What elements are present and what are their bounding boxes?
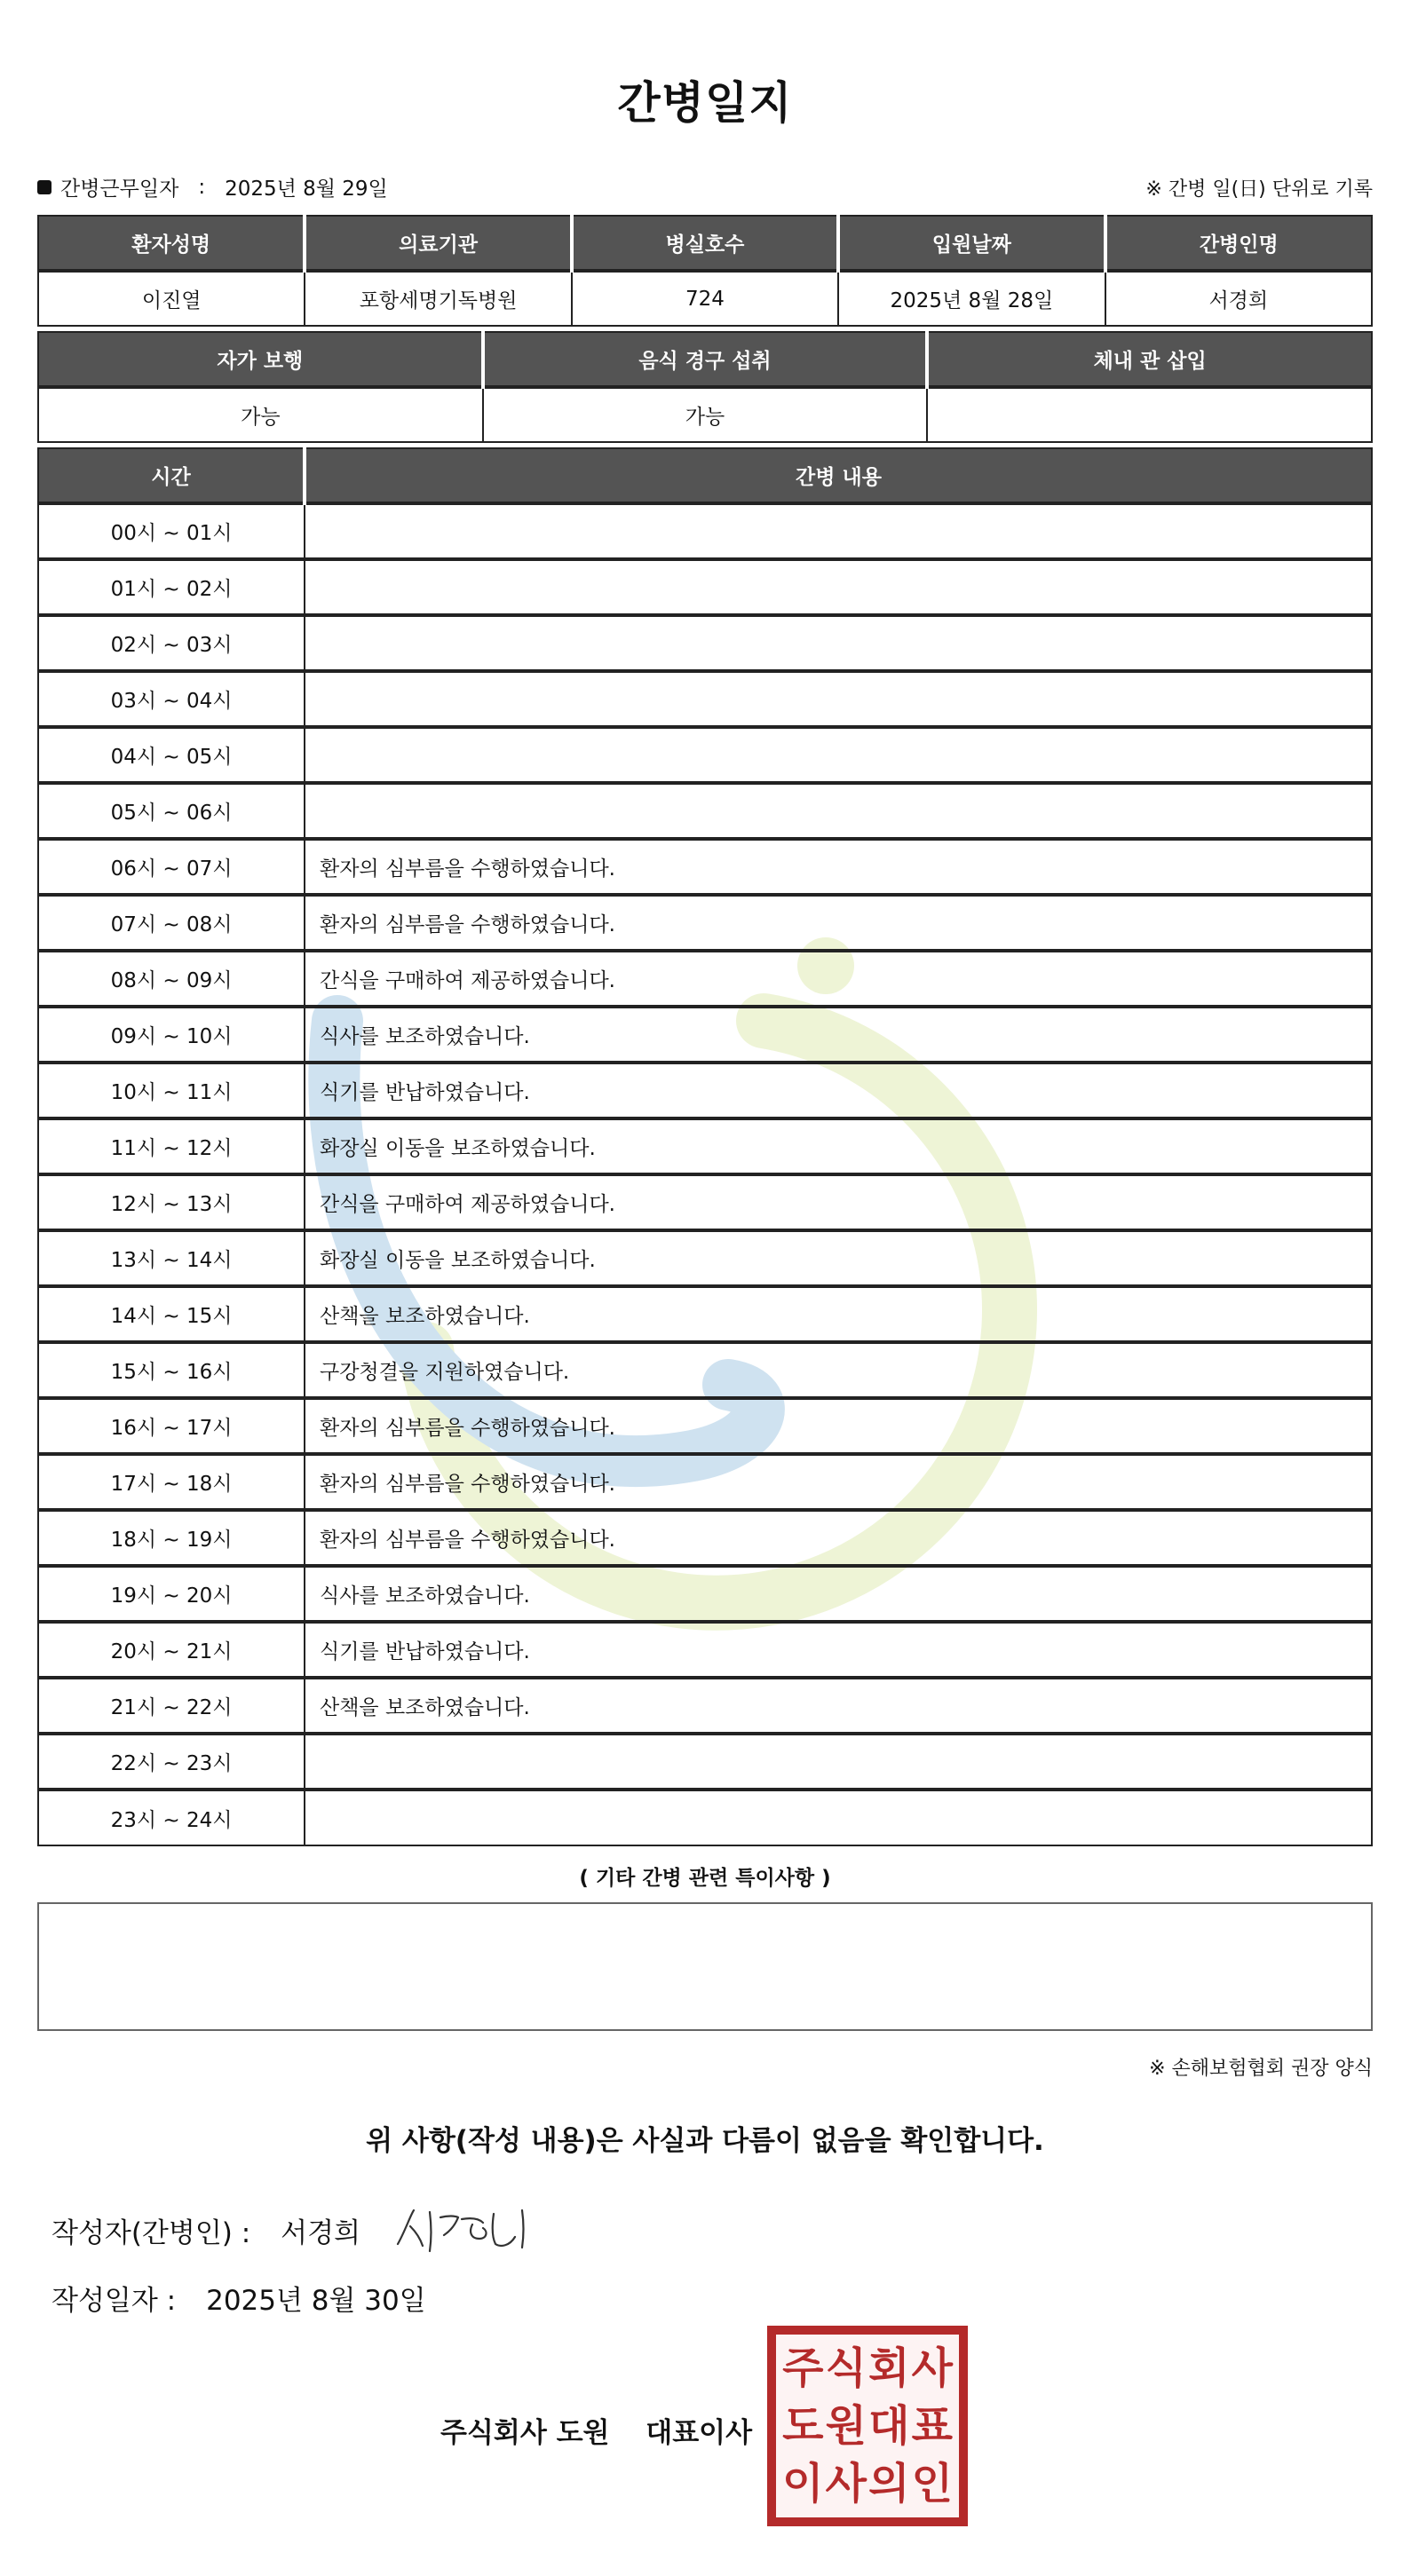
patient-status-table: [37, 331, 1373, 443]
log-content: [305, 1734, 1372, 1790]
table-row: [38, 1454, 1372, 1510]
log-content: 화장실 이동을 보조하였습니다.: [305, 1118, 1372, 1174]
log-time: 14시 ~ 15시: [38, 1286, 305, 1342]
log-content: 환자의 심부름을 수행하였습니다.: [305, 895, 1372, 951]
log-time: 04시 ~ 05시: [38, 727, 305, 783]
table-row: [38, 1678, 1372, 1734]
caregiver-name: 서경희: [1105, 271, 1372, 326]
log-time: 11시 ~ 12시: [38, 1118, 305, 1174]
log-time: 05시 ~ 06시: [38, 783, 305, 839]
log-content: 산책을 보조하였습니다.: [305, 1678, 1372, 1734]
written-date-row: [51, 2278, 426, 2318]
header-tube-insertion: 체내 관 삽입: [927, 332, 1372, 387]
log-content: 환자의 심부름을 수행하였습니다.: [305, 1398, 1372, 1454]
table-row: [38, 615, 1372, 671]
log-time: 17시 ~ 18시: [38, 1454, 305, 1510]
header-care-content: 간병 내용: [305, 448, 1372, 503]
representative-title: 대표이사: [646, 2417, 753, 2449]
table-row: [38, 1510, 1372, 1566]
table-row: [38, 1286, 1372, 1342]
log-content: [305, 727, 1372, 783]
log-time: 06시 ~ 07시: [38, 839, 305, 895]
log-content: 간식을 구매하여 제공하였습니다.: [305, 951, 1372, 1007]
table-row: [38, 1007, 1372, 1063]
log-time: 12시 ~ 13시: [38, 1174, 305, 1230]
log-content: 식기를 반납하였습니다.: [305, 1063, 1372, 1118]
log-time: 03시 ~ 04시: [38, 671, 305, 727]
tube-insertion-value: [927, 387, 1372, 442]
table-row: [38, 1118, 1372, 1174]
table-row: [38, 1622, 1372, 1678]
oral-intake-value: 가능: [483, 387, 928, 442]
work-date: [37, 172, 388, 201]
written-date-label: 작성일자 :: [51, 2285, 177, 2317]
log-time: 07시 ~ 08시: [38, 895, 305, 951]
unit-note: ※ 간병 일(日) 단위로 기록: [1145, 178, 1373, 201]
care-log-table: [37, 447, 1373, 1846]
company-signature-line: [440, 2410, 752, 2450]
table-row: [38, 951, 1372, 1007]
work-date-label: 간병근무일자: [60, 178, 179, 201]
header-oral-intake: 음식 경구 섭취: [483, 332, 928, 387]
header-room: 병실호수: [572, 216, 838, 271]
patient-info-table: [37, 215, 1373, 327]
header-self-walking: 자가 보행: [38, 332, 483, 387]
log-time: 23시 ~ 24시: [38, 1790, 305, 1845]
confirmation-statement: 위 사항(작성 내용)은 사실과 다름이 없음을 확인합니다.: [366, 2125, 1044, 2157]
log-time: 16시 ~ 17시: [38, 1398, 305, 1454]
log-content: 식기를 반납하였습니다.: [305, 1622, 1372, 1678]
log-content: 환자의 심부름을 수행하였습니다.: [305, 1454, 1372, 1510]
log-time: 01시 ~ 02시: [38, 559, 305, 615]
admission-date: 2025년 8월 28일: [838, 271, 1105, 326]
company-name: 주식회사 도원: [440, 2417, 610, 2449]
table-row: [38, 1342, 1372, 1398]
log-content: 환자의 심부름을 수행하였습니다.: [305, 1510, 1372, 1566]
log-time: 02시 ~ 03시: [38, 615, 305, 671]
log-content: 간식을 구매하여 제공하였습니다.: [305, 1174, 1372, 1230]
table-row: [38, 1398, 1372, 1454]
log-time: 10시 ~ 11시: [38, 1063, 305, 1118]
table-row: [38, 895, 1372, 951]
form-source-note: ※ 손해보험협회 권장 양식: [1149, 2058, 1373, 2080]
log-time: 13시 ~ 14시: [38, 1230, 305, 1286]
log-content: 식사를 보조하였습니다.: [305, 1566, 1372, 1622]
table-row: [38, 671, 1372, 727]
log-time: 18시 ~ 19시: [38, 1510, 305, 1566]
log-content: 구강청결을 지원하였습니다.: [305, 1342, 1372, 1398]
log-time: 19시 ~ 20시: [38, 1566, 305, 1622]
author-label: 작성자(간병인) :: [51, 2217, 251, 2249]
author-name: 서경희: [281, 2217, 361, 2249]
table-row: [38, 1566, 1372, 1622]
patient-name: 이진열: [38, 271, 305, 326]
log-content: [305, 671, 1372, 727]
room-number: 724: [572, 271, 838, 326]
log-time: 22시 ~ 23시: [38, 1734, 305, 1790]
log-time: 20시 ~ 21시: [38, 1622, 305, 1678]
header-patient-name: 환자성명: [38, 216, 305, 271]
table-row: [38, 1734, 1372, 1790]
handwritten-signature: [391, 2201, 542, 2255]
written-date-value: 2025년 8월 30일: [206, 2285, 426, 2317]
notes-heading: ( 기타 간병 관련 특이사항 ): [579, 1867, 831, 1890]
log-content: [305, 615, 1372, 671]
page-title: 간병일지: [617, 77, 793, 129]
log-time: 21시 ~ 22시: [38, 1678, 305, 1734]
log-content: [305, 783, 1372, 839]
log-content: [305, 1790, 1372, 1845]
log-time: 15시 ~ 16시: [38, 1342, 305, 1398]
log-time: 09시 ~ 10시: [38, 1007, 305, 1063]
log-content: 환자의 심부름을 수행하였습니다.: [305, 839, 1372, 895]
table-row: [38, 839, 1372, 895]
notes-box: [37, 1902, 1373, 2031]
header-admission-date: 입원날짜: [838, 216, 1105, 271]
author-row: [51, 2210, 360, 2250]
table-row: [38, 559, 1372, 615]
log-content: 식사를 보조하였습니다.: [305, 1007, 1372, 1063]
work-date-value: 2025년 8월 29일: [225, 178, 388, 201]
header-caregiver-name: 간병인명: [1105, 216, 1372, 271]
company-seal-stamp: 주 식 회 사 도 원 대 표 이 사 의 인: [767, 2326, 968, 2526]
log-content: [305, 559, 1372, 615]
meta-row: [37, 169, 1373, 201]
log-time: 08시 ~ 09시: [38, 951, 305, 1007]
institution: 포항세명기독병원: [305, 271, 571, 326]
table-row: [38, 783, 1372, 839]
work-date-separator: :: [198, 175, 206, 199]
table-row: [38, 1174, 1372, 1230]
self-walking-value: 가능: [38, 387, 483, 442]
log-time: 00시 ~ 01시: [38, 503, 305, 559]
log-content: 화장실 이동을 보조하였습니다.: [305, 1230, 1372, 1286]
bullet-icon: [37, 180, 51, 194]
log-content: [305, 503, 1372, 559]
header-institution: 의료기관: [305, 216, 571, 271]
table-row: [38, 1230, 1372, 1286]
table-row: [38, 503, 1372, 559]
log-content: 산책을 보조하였습니다.: [305, 1286, 1372, 1342]
table-row: [38, 1063, 1372, 1118]
header-time: 시간: [38, 448, 305, 503]
table-row: [38, 727, 1372, 783]
table-row: [38, 1790, 1372, 1845]
